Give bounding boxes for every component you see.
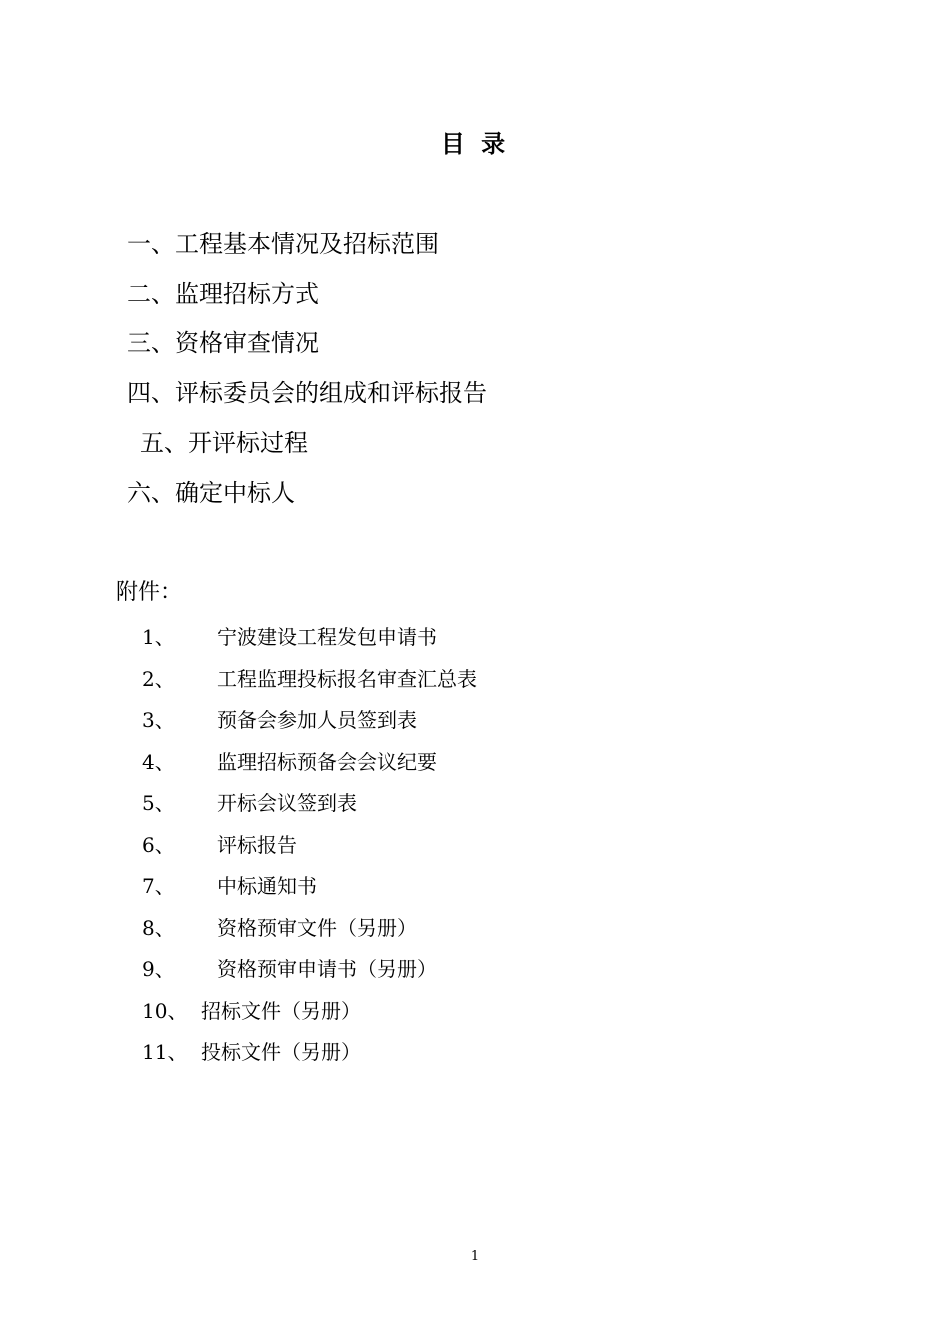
toc-item-3: 三、资格审查情况 xyxy=(127,329,319,357)
toc-item-4: 四、评标委员会的组成和评标报告 xyxy=(127,379,487,407)
attachment-number: 5、 xyxy=(142,791,175,815)
attachment-title: 投标文件（另册） xyxy=(201,1040,361,1064)
attachment-title: 宁波建设工程发包申请书 xyxy=(217,625,437,649)
attachment-number: 11、 xyxy=(142,1040,188,1064)
attachment-title: 评标报告 xyxy=(217,833,297,857)
page-number: 1 xyxy=(470,1249,480,1264)
attachment-title: 招标文件（另册） xyxy=(201,999,361,1023)
attachment-number: 7、 xyxy=(142,874,175,898)
attachment-title: 开标会议签到表 xyxy=(217,791,357,815)
attachment-title: 监理招标预备会会议纪要 xyxy=(217,750,437,774)
attachment-number: 9、 xyxy=(142,957,175,981)
attachment-number: 10、 xyxy=(142,999,188,1023)
attachment-title: 资格预审文件（另册） xyxy=(217,916,417,940)
attachment-number: 1、 xyxy=(142,625,175,649)
attachment-number: 6、 xyxy=(142,833,175,857)
attachment-title: 中标通知书 xyxy=(217,874,317,898)
attachment-number: 8、 xyxy=(142,916,175,940)
toc-item-5: 五、开评标过程 xyxy=(140,429,308,457)
attachment-number: 2、 xyxy=(142,667,175,691)
attachment-title: 预备会参加人员签到表 xyxy=(217,708,417,732)
page-title: 目 录 xyxy=(440,129,510,158)
attachment-number: 4、 xyxy=(142,750,175,774)
attachment-number: 3、 xyxy=(142,708,175,732)
toc-item-2: 二、监理招标方式 xyxy=(127,280,319,308)
attachments-heading: 附件： xyxy=(116,580,183,605)
attachment-title: 资格预审申请书（另册） xyxy=(217,957,437,981)
toc-item-1: 一、工程基本情况及招标范围 xyxy=(127,230,439,258)
attachment-title: 工程监理投标报名审查汇总表 xyxy=(217,667,477,691)
toc-item-6: 六、确定中标人 xyxy=(127,479,295,507)
